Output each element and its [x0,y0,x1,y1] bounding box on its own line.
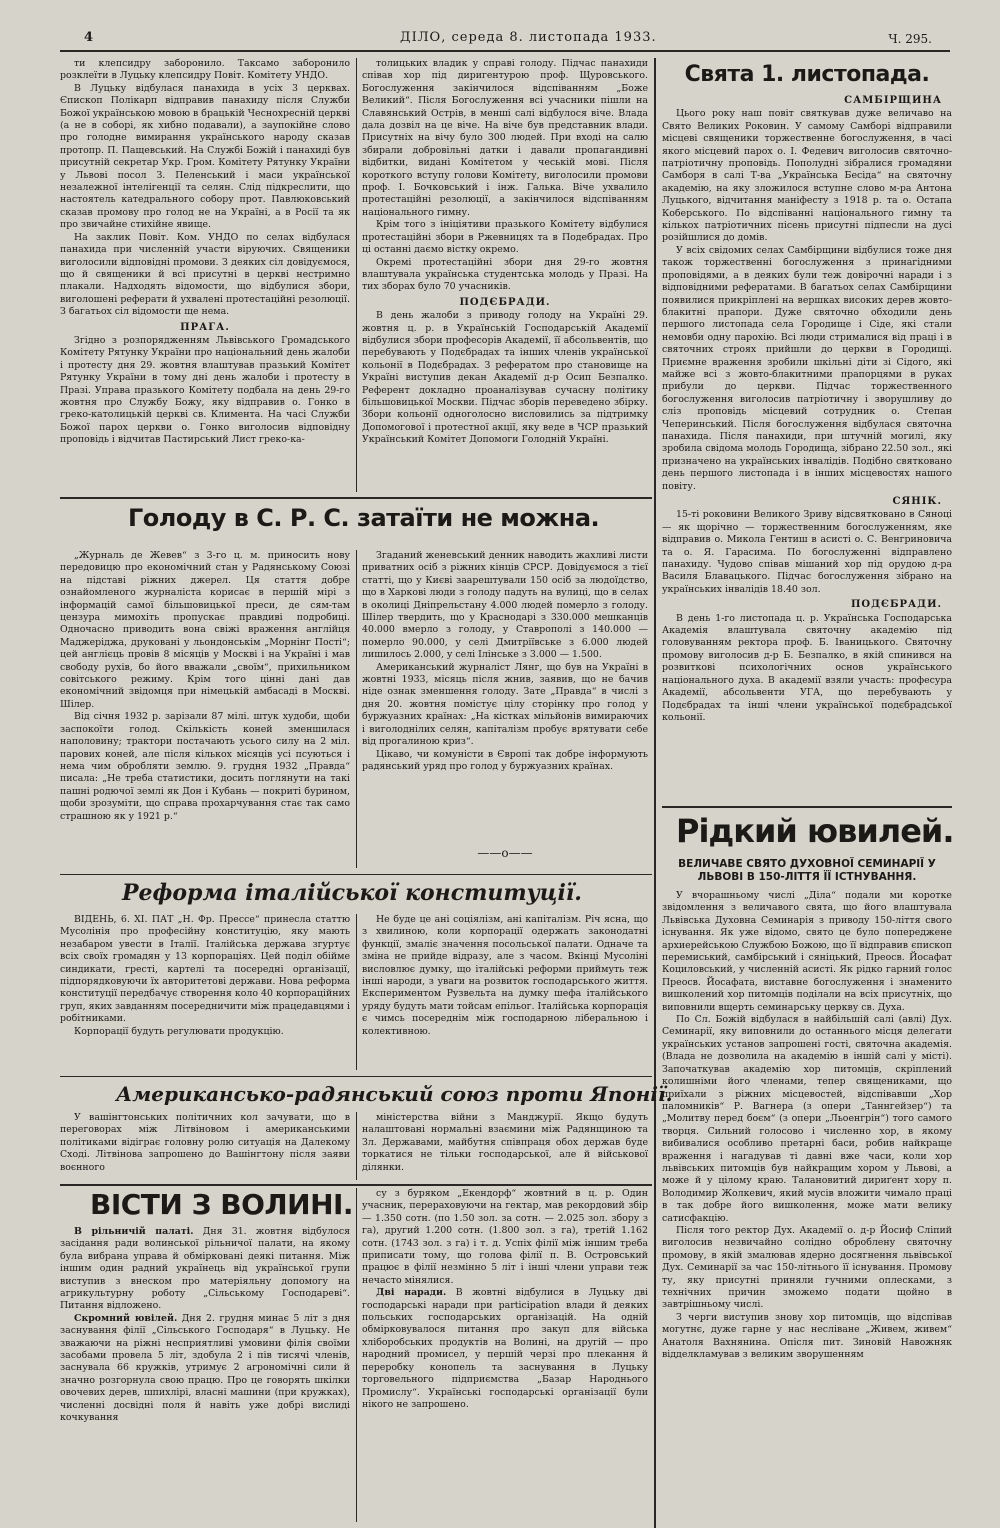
soyuz-paragraph: У вашінгтонських політичних кол зачувати, що в переговорах між Літвіновом і американськими політиками відіграє головну ролю ситуація на Далекому Сході. Літвінова запрошено до Вашінгтону після заяви воєнного [60,1112,350,1173]
section-rule [60,874,652,875]
reforma-paragraph: Не буде це ані соціялізм, ані капіталізм. Річ ясна, що з хвилиною, коли корпорації одержать законодатні функції, змаліє значення посольської палати. Одначе та зміна не прийде відразу, але з часом. Вкінці Мусоліні висловлює думку, що італійські реформи приймуть теж інші народи, з уваги на розвиток господарського життя. Експериментом Рузвельта на думку шефа італійського уряду будуть мати тойсам епільог. Італійська корпорація є чимсь посереднім між господарною ліберальною і колективною. [362,914,648,1037]
section-rule [662,806,952,808]
col3-paragraph: У всіх свідомих селах Самбірщини відбулися тоже дня також торжественні богослуження з принагідними проповідями, а в деяких були теж довірочні наради і з відповідними рефератами. В багатьох селах Самбірщини появилися прикріплені на вершках високих дерев жовто-блакитні прапори. Дуже святочно обходили день першого листопада села Городище і Сіде, які стали немовби одну парохію. Всі люди стрималися від праці і в святочних строях прийшли до церкви в Городищі. Приємне враження зробили шкільні діти зі Сідого, які майже всі з жовто-блакитними прапорцями в руках прибули до церкви. Підчас торжественного богослуження виголосив патріотичну і зворушливу до сліз проповідь місцевий сотрудник о. Степан Чеперинський. Після богослуження відбулася святочна панахида. Після панахиди, при штучній могилі, яку зробила свідома молодь Городища, зібрано 22.50 зол., які призначено на українських інвалідів. Подібно святковано день першого листопада і в інших місцевостях нашого повіту. [662,244,952,492]
headline-volyn: ВІСТИ З ВОЛИНІ. [90,1188,354,1221]
col1-paragraph: В Луцьку відбулася панахида в усіх 3 церквах. Єпископ Полікарп відправив панахиду після Служби Божої українською мовою в брацькій Чеснохресній церкві (а не в соборі, як хибно подавали), а заупокійне слово про голодне вимирання українського народу сказав протопр. П. Пащевський. На Службі Божій і панахиді був присутній секретар Укр. Гром. Комітету Рятунку України у Львові посол З. Пеленський і маси української незалежної інтелігенції та селян. Слід підкреслити, що настоятель катедрального собору прот. Павлюковський сказав промову про голод не на Україні, а в Росії та як про звичайне стихійне явище. [60,82,350,231]
volyn-item-text: В жовтні відбулися в Луцьку дві господарські наради при participation влади й деяких польських господарських організацій. На одній обмірковувалося питання про закуп для війська хліборобських продуктів на Волині, на другій — про народний промисел, у першій черзі про плекання й переробку конопель та заснування в Луцьку торговельного підприємства „Базар Народнього Промислу“. Українські господарські організації були нікого не запрошено. [362,1287,648,1410]
column-divider [356,914,357,1070]
volyn-item-head: В рільничій палаті. [74,1226,194,1237]
col1-paragraph: Згідно з розпорядженням Львівського Громадського Комітету Рятунку України про національний день жалоби і протесту дня 29. жовтня влаштував празький Комітет Рятунку України в тому дні день жалоби і протесту в Празі. Управа празького Комітету подбала на день 29-го жовтня про Службу Божу, яку відправив о. Гонко в греко-католицькій церкві св. Климента. На часі Служби Божої парох церкви о. Гонко виголосив відповідну проповідь і відчитав Пастирський Лист греко-ка- [60,334,350,446]
reforma-paragraph: ВІДЕНЬ, 6. XI. ПАТ „Н. Фр. Прессе“ принесла статтю Мусолінія про професійну конституцію, яку мають незабаром увести в Італії. Італійська держава згуртує всіх своїх громадян у 13 корпораціях. Цей поділ обійме синдикати, гресті, картелі та посередні організації, підпорядковуючи їх авторитетові держави. Нова реформа конституції передбачує створення коло 40 корпораційних груп, яких завданням посередничити між працедавцями і робітниками. [60,914,350,1025]
subheading-sambir: САМБІРЩИНА [844,95,942,106]
golod-paragraph: Від січня 1932 р. зарізали 87 мілі. штук худоби, щоби заспокоїти голод. Скількість коней зменшилася наполовину; трактори постачають усього силу на 2 міл. парових коней, але після кількох місяців усі псуються і нема чим обробляти землю. 9. грудня 1932 „Правда“ писала: „Не треба статистики, досить поглянути на такі пашні родючої землі як Дон і Кубань — покриті бурином, щоби зрозуміти, що справа прохарчування стає так само страшною як у 1921 р.“ [60,711,350,822]
headline-reforma: Реформа італійської конституції. [122,880,582,906]
golod-paragraph: Американський журналіст Лянг, що був на Україні в жовтні 1933, місяць після жнив, заявив, що не бачив ніде ознак зменшення голоду. Зате „Правда“ в числі з дня 20. жовтня помістує цілу сторінку про голод у буржуазних країнах: „На кістках мільйонів вимираючих і виголоднілих селян, капіталізм пробує врятувати себе від прогалиною криз“. [362,661,648,748]
soyuz-column-1 [60,1112,350,1180]
subheading-podebrady: ПОДЄБРАДИ. [459,296,551,308]
subheading-praha: ПРАГА. [180,321,230,333]
volyn-paragraph: су з буряком „Екендорф“ жовтний в ц. р. Один учасник, перераховуючи на гектар, мав рекордовий збір — 1.350 сотн. (по 1.50 зол. за сотн. — 2.025 зол. збору з га), другий 1.200 сотн. (1.800 зол. з га), третій 1.162 сотн. (1743 зол. з га) і т. д. Успіх філії між іншим треба приписати тому, що голова філії п. В. Островський працює в філії незмінно 5 літ і інші члени управи теж нечасто мінялися. [362,1188,648,1286]
volyn-paragraph [60,1226,350,1313]
yuvilei-paragraph: У вчорашньому числі „Діла“ подали ми коротке звідомлення з величавого свята, що його влаштувала Львівська Духовна Семинарія з приводу 150-ліття свого існування. Як уже відомо, свято це було попереджене архиерейською Службою Божою, що її відправив єпископ перемиський, самбірський і сяніцький, Преосв. Йосафат Коциловський, у численній асисті. Як рідко гарний голос Преосв. Йосафата, виставне богослуження і знаменито вишколений хор питомців поділали на всіх присутніх, що виповнили вщерть семинарську церкву св. Духа. [662,890,952,1013]
golod-column-1 [60,550,350,868]
column-divider [356,58,357,492]
volyn-item-head: Скромний ювілей. [74,1312,178,1324]
divider-ornament: ——о—— [477,846,533,860]
section-rule [60,1076,652,1077]
column-2 [362,58,648,492]
column-divider [356,550,357,868]
volyn-item-text: Дня 31. жовтня відбулося засідання ради волинської рільничої палати, на якому була вибрана управа й обмірковані деякі питання. Між іншим один радний українець від української групи виступив з внеском про матеріяльну допомогу на агрикультурну роботу „Сільському Господареві“. Питання відложено. [60,1226,350,1312]
volyn-paragraph [60,1313,350,1425]
reforma-column-2 [362,914,648,1070]
yuvilei-column [662,890,952,1522]
subheading-syank: СЯНІК. [892,496,942,507]
col1-paragraph: ти клепсидру заборонило. Таксамо заборонило розклеїти в Луцьку клепсидру Повіт. Комітету УНДО. [60,58,350,82]
headline-yuvilei: Рідкий ювилей. [676,812,954,850]
section-rule [60,497,652,499]
reforma-paragraph: Корпорації будуть регулювати продукцію. [74,1025,284,1037]
headline-sviata: Свята 1. листопада. [684,62,930,87]
column-divider [356,1112,357,1180]
col3-paragraph: Цього року наш повіт святкував дуже величаво на Свято Великих Роковин. У самому Самборі відправили місцеві священики торжественне богослуження, в часі якого місцевий парох о. І. Федевич виголосив святочно-патріотичну проповідь. Пополудні зібралися громадяни Самборя в салі Т-ва „Українська Бесіда“ на святочну академію, на яку зложилося вступне слово м-ра Антона Луцького, відчитання маніфесту з 1918 р. та о. Остапа Коберського. По відспіванні національного гимну та кількох патріотичних пісень присутні підпесли на дусі розійшлися до домів. [662,108,952,244]
soyuz-paragraph: міністерства війни з Манджурії. Якщо будуть налаштовані нормальні взаємини між Радянщиною та Зл. Державами, майбутня співпраця обох держав буде торкатися не тільки господарської, але й військової ділянки. [362,1112,648,1173]
reforma-column-1 [60,914,350,1070]
golod-column-2 [362,550,648,850]
col2-paragraph: толицьких владик у справі голоду. Підчас панахиди співав хор під диригентурою проф. Щуровського. Богослуження закінчилося відспіванням „Боже Великий“. Після Богослуження всі учасники пішли на Славянський Острів, в менші салі відбулося віче. Влада дала дозвіл на це віче. На віче був представник влади. Присутніх на вічу було 300 людей. При вході на салю збирали добровільні датки і давали пропагандивні відбитки, виданi Комітетом у чеській мові. Після короткого вступу голови Комітету, виголосили промови проф. І. Бочковський і інж. Галька. Віче ухвалило протестаційні резолюції, а закінчилося відспіванням національного гимну. [362,58,648,218]
volyn-column-1 [60,1226,350,1522]
headline-soyuz: Американсько-радянський союз проти Японії. [116,1082,673,1106]
yuvilei-paragraph: По Сл. Божій відбулася в найбільшій салі (авлі) Дух. Семинарії, яку виповнили до останнього місця делегати українських установ запрошені гості, святочна академія. (Влада не дозволила на академію в іншій салі у місті). Започаткував академію хор питомців, скріплений колишніми його членами, тепер священиками, що приїхали з ріжних місцевостей, відспівавши „Хор паломників“ Р. Вагнера (з опери „Таннгейзер“) та „Молитву перед боєм“ (з опери „Льоенгрін“) того самого творця. Сильний голосово і численно хор, в якому вибивалися особливо претарні баси, робив найкраще враження і нагадував ті давні вже часи, коли хор львівських питомців був найкращим хором у Львові, а може й у цілому краю. Талановитий дириґент хору п. Володимир Жолкевич, який мусів вложити чимало праці в так добре його вишколення, може мати велику сатисфакцію. [662,1014,952,1224]
golod-paragraph: Згаданий женевський денник наводить жахливі листи приватних осіб з ріжних кінців СРСР. Довідуємося з тієї статті, що у Києві заарештували 150 осіб за людоїдство, що в Харкові люди з голоду падуть на вулиці, що в селах в околиці Дніпрельстану 4.000 людей померло з голоду. Шілер твердить, що у Краснодарі з 330.000 мешканців 40.000 вмерло з голоду, у Ставрополі з 140.000 — померло 90.000, у селі Дмитріївське з 6.000 людей лишилось 2.000, у селі Ілінське з 3.000 — 1.500. [362,550,648,661]
section-rule [60,1184,652,1186]
col2-paragraph: Крім того з ініціятиви празького Комітету відбулися протестаційні збори в Ржевницях та в Подебрадах. Про ці останні даємо вістку окремо. [362,219,648,256]
subheading-podebrady-2: ПОДЄБРАДИ. [850,599,942,611]
volyn-column-2 [362,1188,648,1522]
column-3 [662,58,952,802]
col2-paragraph: Окремі протестаційні збори дня 29-го жовтня влаштувала українська студентська молодь у Празі. На тих зборах було 70 учасників. [362,256,648,293]
column-divider-main [654,58,656,1528]
headline-golod: Голоду в С. Р. С. затаїти не можна. [128,504,600,532]
yuvilei-paragraph: З черги виступив знову хор питомців, що відспівав могутнє, дуже гарне у нас несліване „Живем, живем“ Анатоля Вахнянина. Опісля пит. Зиновій Навожняк відделкламував з великим зворушенням [662,1311,952,1361]
yuvilei-subtitle: ВЕЛИЧАВЕ СВЯТО ДУХОВНОЇ СЕМИНАРІЇ У ЛЬВОВІ В 150-ЛІТТЯ ЇЇ ІСТНУВАННЯ. [678,858,936,883]
col3-paragraph: В день 1-го листопада ц. р. Українська Господарська Академія влаштувала святочну академію під головуванням ректора проф. Б. Іваницького. Святочну промову виголосив д-р Б. Безпалко, в якій спинився на розвиткові психологічних основ українського національного духа. В академії взяли участь: професура Академії, абсольвенти УГА, що перебувають у Подєбрадах та інші члени української подєбрадської кольонії. [662,612,952,723]
soyuz-column-2 [362,1112,648,1180]
col2-paragraph: В день жалоби з приводу голоду на Україні 29. жовтня ц. р. в Українській Господарській Академії відбулися збори професорів Академії, її абсольвентів, що перебувають у Подєбрадах та інших членів української кольонії в Подєбрадах. З рефератом про становище на Україні виступив декан Академії д-р Осип Безпалко. Референт докладно проаналізував сучасну політику більшовицької Москви. Підчас зборів переведено збірку. Збори кольонії одноголосно висловились за підтримку Допомогової і протестної акції, яку веде в ЧСР празький Український Комітет Допомоги Голодній Україні. [362,310,648,446]
golod-paragraph: „Журналь де Жевев“ з 3-го ц. м. приносить нову передовицю про економічний стан у Радянському Союзі на підставі ріжних джерел. Ця стаття добре ознайомленого журналіста корисає в першій мірі з інформацій самої більшовицької преси, де сям-там цензура мимохіть пропускає правдиві подробиці. Одночасно приводить вона свіжі враження англійця Маджеріджа, друковані у льондонськім „Морнінг Пості“; цей англієць провів 8 місяців у Москві і на Україні і мав свободу рухів, бо його вважали „своїм“, прихильником совітського режиму. Крім того цінні дані дав економічний звідомця при німецькій амбасаді в Москві. Шілер. [60,550,350,710]
golod-paragraph: Цікаво, чи комуністи в Європі так добре інформують радянський уряд про голод у буржуазних країнах. [362,748,648,772]
yuvilei-paragraph: Після того ректор Дух. Академії о. д-р Йосиф Сліпий виголосив незвичайно солідно оброблену святочну промову, в якій змалював ядерно досягнення львівської Дух. Семинарії за час 150-літнього її існування. Промову ту, яку присутні приняли гучними оплесками, з технічних причин зможемо подати щойно в завтрішньому числі. [662,1224,952,1311]
volyn-paragraph [362,1287,648,1411]
volyn-item-head: Дві наради. [376,1287,447,1299]
column-divider [356,1188,357,1522]
header-rule [60,50,950,52]
column-1 [60,58,350,492]
col1-paragraph: На заклик Повіт. Ком. УНДО по селах відбулася панахида при численній участи віруючих. Священики виголосили відповідні промови. З деяких сіл довідуємося, що й священики й всі присутні в церкві нестримно плакали. Надходять відомости, що відбулися збори, виголошені реферати й ухвалені протестаційні резолюції. З багатьох сіл відомости ще нема. [60,231,350,318]
issue-number: Ч. 295. [888,32,932,46]
col3-paragraph: 15-ті роковини Великого Зриву відсвятковано в Сяноці — як щорічно — торжественним богослуженням, яке відправив о. Микола Гентиш в асисті о. С. Венгриновича та о. Я. Гарасима. По богослуженні відправлено панахиду. Чудово співав мішаний хор під орудою д-ра Василя Блавацького. Підчас богослуження зібрано на українських інвалідів 18.40 зол. [662,509,952,595]
masthead: ДІЛО, середа 8. листопада 1933. [400,30,657,45]
page-number: 4 [84,30,94,45]
volyn-item-text: Дня 2. грудня минає 5 літ з дня заснування філії „Сільського Господаря“ в Луцьку. Не зважаючи на ріжні несприятливі умовини філія своїми засобами провела 5 літ, здобула 2 і пів тисячі членів, заснувала 66 кружків, утримує 2 агрономічні сили й значно розгорнула свою працю. Про це говорять шкілки овочевих дерев, шпихлірі, власні машини (при кружках), численні досвідні поля й навіть уже добрі вислиді кочкування [60,1312,350,1424]
page-header [60,28,960,52]
